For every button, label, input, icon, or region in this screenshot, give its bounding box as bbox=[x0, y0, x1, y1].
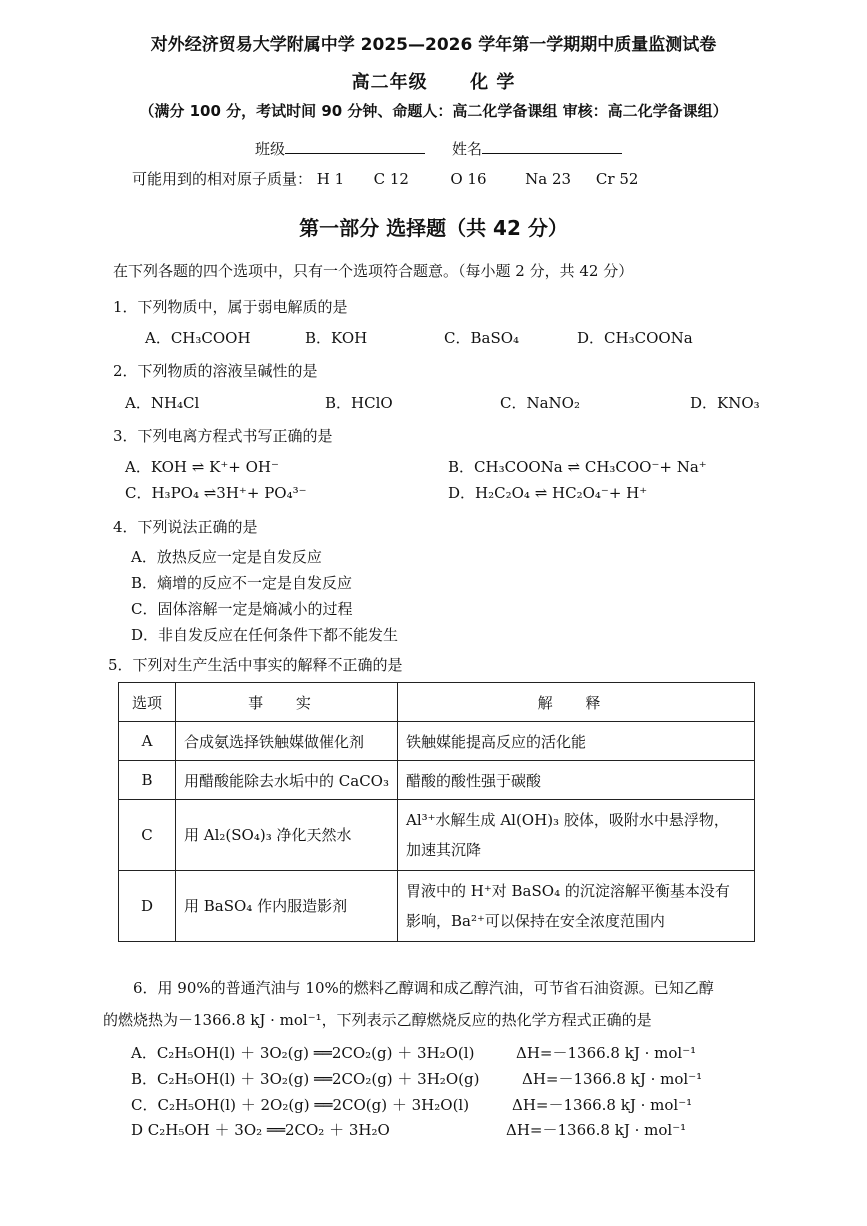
q4-option-a[interactable]: A．放热反应一定是自发反应 bbox=[131, 548, 322, 566]
class-label: 班级 bbox=[255, 140, 286, 158]
row-fact: 用 BaSO₄ 作内服造影剂 bbox=[176, 871, 398, 942]
section-instruction: 在下列各题的四个选项中，只有一个选项符合题意。（每小题 2 分，共 42 分） bbox=[113, 262, 634, 280]
atomic-masses bbox=[132, 168, 638, 189]
row-explanation-line2: 影响，Ba²⁺可以保持在安全浓度范围内 bbox=[406, 912, 665, 930]
q6-option-b-dh: ΔH=－1366.8 kJ · mol⁻¹ bbox=[522, 1070, 703, 1088]
exam-info: （满分 100 分，考试时间 90 分钟、命题人：高二化学备课组 审核：高二化学备课组） bbox=[139, 102, 728, 120]
row-explanation bbox=[398, 871, 755, 942]
class-blank[interactable] bbox=[285, 139, 425, 154]
name-label: 姓名 bbox=[452, 140, 483, 158]
header-explanation: 解 释 bbox=[398, 683, 755, 722]
q1-stem: 1．下列物质中，属于弱电解质的是 bbox=[113, 298, 348, 316]
section-title: 第一部分 选择题（共 42 分） bbox=[299, 216, 568, 240]
table-row[interactable] bbox=[119, 871, 755, 942]
row-fact: 用醋酸能除去水垢中的 CaCO₃ bbox=[176, 761, 398, 800]
q2-option-c[interactable]: C．NaNO₂ bbox=[500, 394, 580, 412]
class-field[interactable] bbox=[255, 138, 425, 159]
row-explanation-line1: Al³⁺水解生成 Al(OH)₃ 胶体，吸附水中悬浮物， bbox=[406, 811, 729, 829]
q3-option-c[interactable]: C．H₃PO₄ ⇌3H⁺+ PO₄³⁻ bbox=[125, 484, 307, 502]
q5-table bbox=[118, 682, 755, 942]
row-explanation-line2: 加速其沉降 bbox=[406, 841, 482, 859]
q5-stem: 5．下列对生产生活中事实的解释不正确的是 bbox=[108, 656, 403, 674]
table-row[interactable] bbox=[119, 722, 755, 761]
name-blank[interactable] bbox=[482, 139, 622, 154]
q4-option-d[interactable]: D．非自发反应在任何条件下都不能发生 bbox=[131, 626, 399, 644]
table-header-row bbox=[119, 683, 755, 722]
exam-title: 对外经济贸易大学附属中学 2025—2026 学年第一学期期中质量监测试卷 bbox=[150, 35, 717, 55]
subject-label: 化 学 bbox=[470, 72, 516, 93]
row-fact: 合成氨选择铁触媒做催化剂 bbox=[176, 722, 398, 761]
mass-h: H 1 bbox=[316, 170, 345, 188]
q4-option-c[interactable]: C．固体溶解一定是熵减小的过程 bbox=[131, 600, 353, 618]
q6-option-a[interactable]: A．C₂H₅OH(l) ＋ 3O₂(g) ══2CO₂(g) ＋ 3H₂O(l) bbox=[131, 1044, 475, 1062]
row-explanation bbox=[398, 800, 755, 871]
q1-option-d[interactable]: D．CH₃COONa bbox=[577, 329, 693, 347]
q6-option-d[interactable]: D C₂H₅OH ＋ 3O₂ ══2CO₂ ＋ 3H₂O bbox=[131, 1121, 390, 1139]
q6-option-b[interactable]: B．C₂H₅OH(l) ＋ 3O₂(g) ══2CO₂(g) ＋ 3H₂O(g) bbox=[131, 1070, 480, 1088]
q6-option-a-dh: ΔH=－1366.8 kJ · mol⁻¹ bbox=[516, 1044, 697, 1062]
grade-subject bbox=[0, 68, 867, 94]
q6-option-c[interactable]: C．C₂H₅OH(l) ＋ 2O₂(g) ══2CO(g) ＋ 3H₂O(l) bbox=[131, 1096, 470, 1114]
q2-option-a[interactable]: A．NH₄Cl bbox=[125, 394, 200, 412]
q3-option-b[interactable]: B．CH₃COONa ⇌ CH₃COO⁻+ Na⁺ bbox=[448, 458, 707, 476]
q6-option-d-dh: ΔH=－1366.8 kJ · mol⁻¹ bbox=[506, 1121, 687, 1139]
mass-o: O 16 bbox=[450, 170, 487, 188]
q1-option-a[interactable]: A．CH₃COOH bbox=[145, 329, 251, 347]
header-option: 选项 bbox=[119, 683, 176, 722]
table-row[interactable] bbox=[119, 761, 755, 800]
row-explanation-line1: 胃液中的 H⁺对 BaSO₄ 的沉淀溶解平衡基本没有 bbox=[406, 882, 730, 900]
q3-stem: 3．下列电离方程式书写正确的是 bbox=[113, 427, 333, 445]
row-option: C bbox=[119, 800, 176, 871]
mass-na: Na 23 bbox=[525, 170, 572, 188]
q4-option-b[interactable]: B．熵增的反应不一定是自发反应 bbox=[131, 574, 353, 592]
table-row[interactable] bbox=[119, 800, 755, 871]
q6-option-c-dh: ΔH=－1366.8 kJ · mol⁻¹ bbox=[512, 1096, 693, 1114]
q2-option-d[interactable]: D．KNO₃ bbox=[690, 394, 760, 412]
q1-option-b[interactable]: B．KOH bbox=[305, 329, 368, 347]
row-explanation: 醋酸的酸性强于碳酸 bbox=[398, 761, 755, 800]
q6-stem-line2: 的燃烧热为－1366.8 kJ · mol⁻¹，下列表示乙醇燃烧反应的热化学方程式正确的是 bbox=[103, 1011, 652, 1029]
mass-c: C 12 bbox=[373, 170, 409, 188]
row-option: D bbox=[119, 871, 176, 942]
grade-label: 高二年级 bbox=[351, 72, 428, 93]
q3-option-a[interactable]: A．KOH ⇌ K⁺+ OH⁻ bbox=[125, 458, 279, 476]
row-option: B bbox=[119, 761, 176, 800]
header-fact: 事 实 bbox=[176, 683, 398, 722]
q4-stem: 4．下列说法正确的是 bbox=[113, 518, 258, 536]
q3-option-d[interactable]: D．H₂C₂O₄ ⇌ HC₂O₄⁻+ H⁺ bbox=[448, 484, 648, 502]
row-option: A bbox=[119, 722, 176, 761]
masses-label: 可能用到的相对原子质量： bbox=[132, 170, 313, 188]
name-field[interactable] bbox=[452, 138, 622, 159]
q2-option-b[interactable]: B．HClO bbox=[325, 394, 393, 412]
q6-stem-line1: 6．用 90%的普通汽油与 10%的燃料乙醇调和成乙醇汽油，可节省石油资源。已知乙醇 bbox=[133, 979, 714, 997]
mass-cr: Cr 52 bbox=[595, 170, 639, 188]
row-fact: 用 Al₂(SO₄)₃ 净化天然水 bbox=[176, 800, 398, 871]
q1-option-c[interactable]: C．BaSO₄ bbox=[444, 329, 520, 347]
row-explanation: 铁触媒能提高反应的活化能 bbox=[398, 722, 755, 761]
q2-stem: 2．下列物质的溶液呈碱性的是 bbox=[113, 362, 318, 380]
